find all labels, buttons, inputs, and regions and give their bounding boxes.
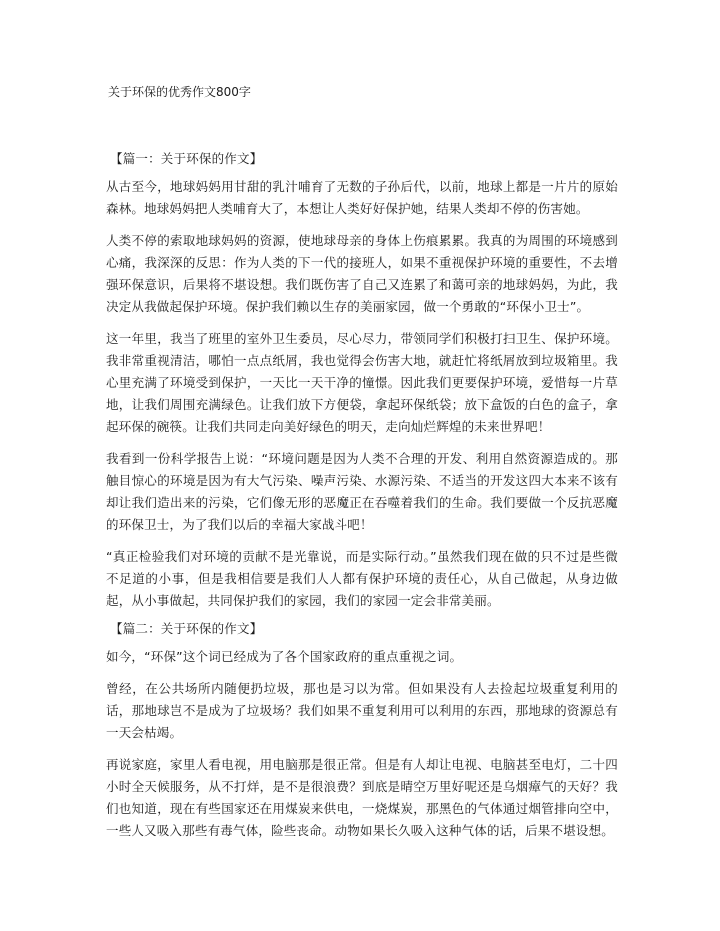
essay-section-2: [106, 618, 618, 842]
paragraph: 从古至今，地球妈妈用甘甜的乳汁哺育了无数的子孙后代，以前，地球上都是一片片的原始森林。地球妈妈把人类哺育大了，本想让人类好好保护她，结果人类却不停的伤害她。: [106, 179, 618, 216]
paragraph: 我看到一份科学报告上说：“环境问题是因为人类不合理的开发、利用自然资源造成的。那触目惊心的环境是因为有大气污染、噪声污染、水源污染、不适当的开发这四大本来不该有却让我们造出来的污染，它们像无形的恶魔正在吞噬着我们的生命。我们要做一个反抗恶魔的环保卫士，为了我们以后的幸福大家战斗吧！: [106, 451, 618, 532]
paragraph: 曾经，在公共场所内随便扔垃圾，那也是习以为常。但如果没有人去捡起垃圾重复利用的话，那地球岂不是成为了垃圾场？我们如果不重复利用可以利用的东西，那地球的资源总有一天会枯竭。: [106, 681, 618, 740]
paragraph: 这一年里，我当了班里的室外卫生委员，尽心尽力，带领同学们积极打扫卫生、保护环境。我非常重视清洁，哪怕一点点纸屑，我也觉得会伤害大地，就赶忙将纸屑放到垃圾箱里。我心里充满了环境受到保护，一天比一天干净的憧憬。因此我们更要保护环境，爱惜每一片草地，让我们周围充满绿色。让我们放下方便袋，拿起环保纸袋；放下盒饭的白色的盒子，拿起环保的碗筷。让我们共同走向美好绿色的明天，走向灿烂辉煌的未来世界吧！: [106, 331, 618, 434]
section-heading: 【篇一：关于环保的作文】: [110, 151, 263, 166]
paragraph: 如今，“环保”这个词已经成为了各个国家政府的重点重视之词。: [106, 649, 463, 664]
essay-section-1: [106, 148, 618, 612]
section-heading: 【篇二：关于环保的作文】: [110, 621, 263, 636]
document-body: [106, 148, 618, 852]
document-title: 关于环保的优秀作文800字: [108, 85, 251, 99]
paragraph: “真正检验我们对环境的贡献不是光靠说，而是实际行动。”虽然我们现在做的只不过是些微不足道的小事，但是我相信要是我们人人都有保护环境的责任心，从自己做起，从身边做起，从小事做起，共同保护我们的家园，我们的家园一定会非常美丽。: [106, 549, 618, 608]
paragraph: 人类不停的索取地球妈妈的资源，使地球母亲的身体上伤痕累累。我真的为周围的环境感到心痛，我深深的反思：作为人类的下一代的接班人，如果不重视保护环境的重要性，不去增强环保意识，后果将不堪设想。我们既伤害了自己又连累了和蔼可亲的地球妈妈，为此，我决定从我做起保护环境。保护我们赖以生存的美丽家园，做一个勇敢的“环保小卫士”。: [106, 233, 618, 314]
paragraph: 再说家庭，家里人看电视，用电脑那是很正常。但是有人却让电视、电脑甚至电灯，二十四小时全天候服务，从不打烊，是不是很浪费？到底是晴空万里好呢还是乌烟瘴气的天好？我们也知道，现在有些国家还在用煤炭来供电，一烧煤炭，那黑色的气体通过烟管排向空中，一些人又吸入那些有毒气体，险些丧命。动物如果长久吸入这种气体的话，后果不堪设想。: [106, 757, 618, 838]
